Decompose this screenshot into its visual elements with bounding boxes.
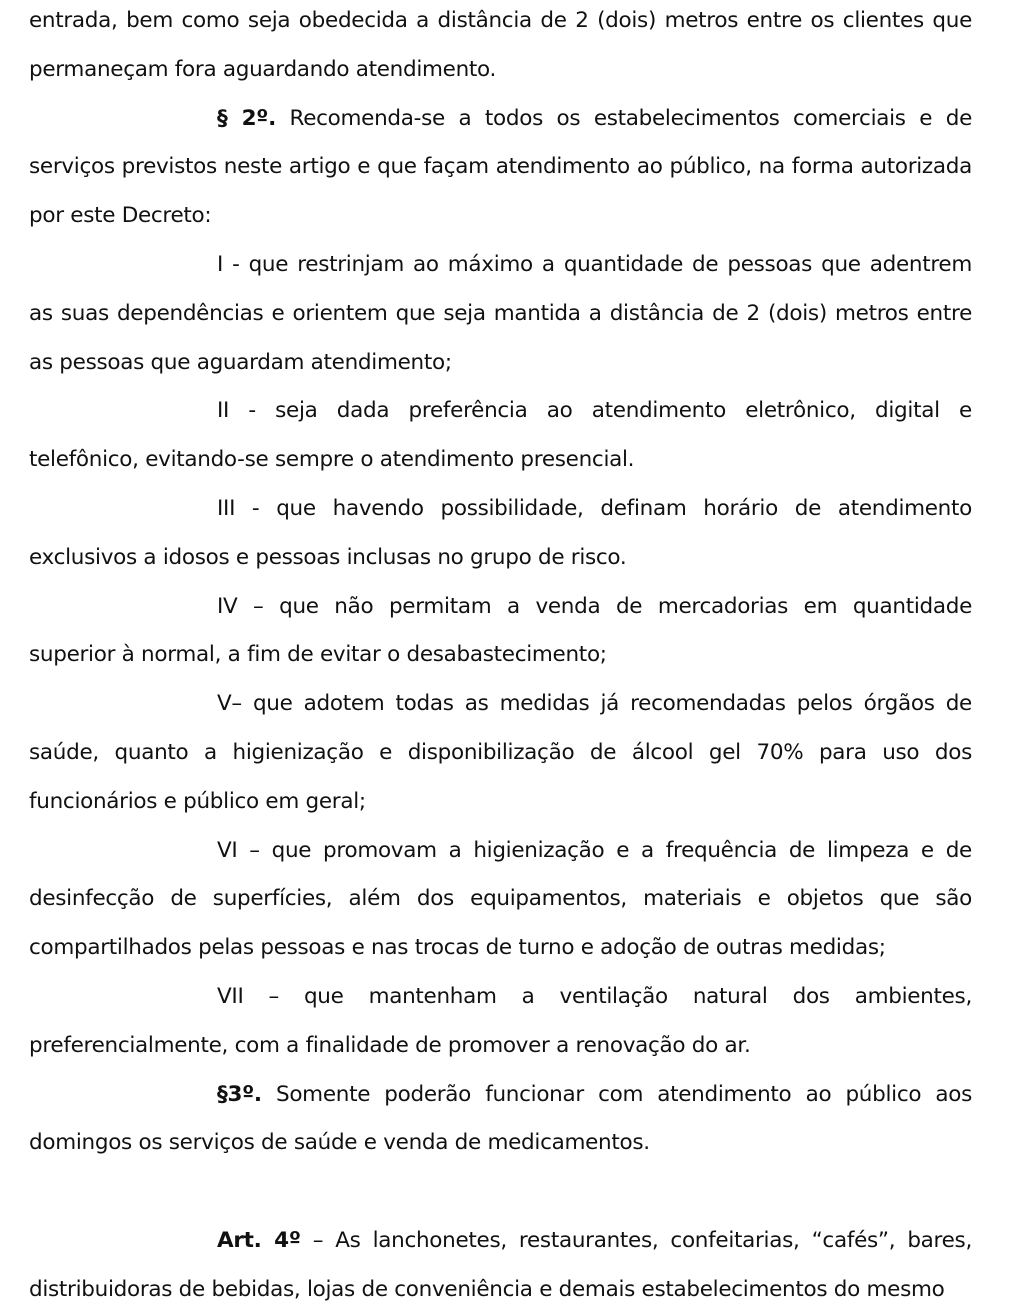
paragraph-text: Recomenda-se a todos os estabelecimentos comerciais e de serviços previstos neste artigo e que façam atendimento ao público, na forma autorizada por este Decreto: [29, 105, 972, 229]
paragraph-text: VII – que mantenham a ventilação natural dos ambientes, preferencialmente, com a finalidade de promover a renovação do ar. [29, 983, 972, 1058]
paragraph-continuation [29, 0, 972, 95]
section-label: §3º. [217, 1081, 262, 1107]
paragraph-text: V– que adotem todas as medidas já recomendadas pelos órgãos de saúde, quanto a higienização e disponibilização de álcool gel 70% para uso dos funcionários e público em geral; [29, 691, 972, 814]
paragraph-item-i [29, 241, 972, 387]
paragraph-text: IV – que não permitam a venda de mercadorias em quantidade superior à normal, a fim de evitar o desabastecimento; [29, 593, 972, 668]
paragraph-text: I - que restrinjam ao máximo a quantidade de pessoas que adentrem as suas dependências e orientem que seja mantida a distância de 2 (dois) metros entre as pessoas que aguardam atendimento; [29, 251, 972, 375]
paragraph-text: III - que havendo possibilidade, definam horário de atendimento exclusivos a idosos e pessoas inclusas no grupo de risco. [29, 495, 972, 570]
paragraph-text: Somente poderão funcionar com atendimento ao público aos domingos os serviços de saúde e venda de medicamentos. [29, 1081, 972, 1156]
paragraph-section-2 [29, 95, 972, 241]
paragraph-section-3 [29, 1071, 972, 1169]
paragraph-text: entrada, bem como seja obedecida a distância de 2 (dois) metros entre os clientes que permaneçam fora aguardando atendimento. [29, 8, 972, 82]
article-label: Art. 4º [217, 1227, 301, 1253]
paragraph-text: – As lanchonetes, restaurantes, confeitarias, “cafés”, bares, distribuidoras de bebidas, lojas de conveniência e demais estabelecimentos do mesmo [29, 1227, 972, 1302]
section-label: § 2º. [217, 105, 276, 131]
paragraph-item-vi [29, 827, 972, 973]
paragraph-item-ii [29, 387, 972, 485]
document-page [29, 0, 972, 1315]
blank-line [29, 1168, 972, 1217]
paragraph-article-4 [29, 1217, 972, 1315]
paragraph-item-iv [29, 583, 972, 681]
paragraph-text: VI – que promovam a higienização e a frequência de limpeza e de desinfecção de superfícies, além dos equipamentos, materiais e objetos que são compartilhados pelas pessoas e nas trocas de turno e adoção de outras medidas; [29, 837, 972, 961]
paragraph-text: II - seja dada preferência ao atendimento eletrônico, digital e telefônico, evitando-se sempre o atendimento presencial. [29, 398, 972, 473]
paragraph-item-vii [29, 973, 972, 1071]
paragraph-item-v [29, 680, 972, 826]
paragraph-item-iii [29, 485, 972, 583]
